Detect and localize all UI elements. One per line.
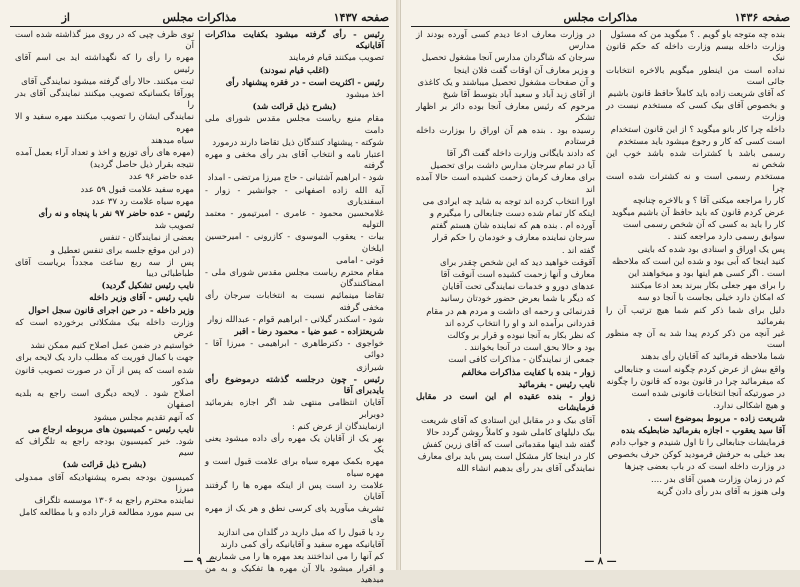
text-line: زوار - بنده عقیده ام این است در مقابل فرمایشات (416, 392, 595, 414)
text-line: تصویب میکنند قیام فرمایند (288, 53, 384, 64)
text-line: ثبت میکنند. حالا رأی گرفته میشود نمایندگی آقای (21, 76, 194, 87)
text-line: مهره بکمک مهره سیاه برای علامت قبول است و مهره سیاه (205, 457, 384, 479)
left-page (0, 0, 400, 586)
text-line: آقای بیک و در مقابل این استادی که آقای شریعت (421, 415, 595, 426)
right-page-number: صفحه ۱۴۳۶ (734, 10, 790, 24)
text-line: که دیگر با شما بعرض حضور خودتان رسانید (440, 294, 595, 305)
text-line: گفته اند . (561, 245, 595, 256)
text-line: رسیده بود . بنده هم آن اوراق را بوزارت داخله فرستادم (416, 125, 595, 147)
text-line: غیر آنچه من ذکر کردم پیدا شد به آن چه منظور است (606, 329, 785, 351)
text-line: که نظر بکار به آنجا نبوده و قرار بر وکالت (447, 331, 595, 342)
text-line: رئیس - اکثریت است - در فقره پیشنهاد رأی (225, 77, 384, 88)
text-line: بنده چه متوجه باو گویم . ؟ میگوید من که مسئول (610, 30, 785, 40)
text-line: (مهره های رأی توزیع و اخذ و تعداد آراء بعمل آمده (15, 148, 194, 159)
text-line: را برای مهر جعلی بکار ببرند بعد ادعا میکنند (630, 281, 785, 292)
text-line: کنید اینجا که آبی بود و شده این است که ملاحظه (611, 256, 785, 267)
text-line: مهره سفید علامت قبول ۵۹ عدد (80, 184, 194, 195)
text-line: خواجوی - دکترطاهری - ابراهیمی - میرزا آقا - دوائی (205, 339, 384, 361)
text-line: و آن صفحات مشغول تحصیل میباشند و یک کاغذی (417, 77, 595, 88)
text-line: آقوقت خواهید دید که این شخص چقدر برای (440, 257, 595, 268)
text-line: شود - ابراهیم آشتیانی - حاج میرزا مرتضی - امداد (207, 173, 384, 184)
left-page-columns (10, 30, 389, 586)
text-line: اینکه کار تمام شده دست جنابعالی را میگیرم و (429, 209, 595, 220)
text-line: کار را مراجعه میکنی آقا ؟ و بالاخره چنانچه (632, 195, 785, 206)
right-page-right-column (601, 30, 790, 554)
text-line: رئیس - عده حاضر ۹۷ نفر با پنجاه و نه رأی (38, 209, 194, 220)
text-line: که دادند بایگانی وزارت داخله گفت اگر آقا (446, 149, 595, 160)
text-line: ازنمایندگان از عرض کنم : (291, 421, 384, 432)
text-line: بی سیم مورد مطالعه قرار داده و با مطالعه کامل (19, 508, 194, 519)
text-line: نماینده محترم راجع به ۱۳۰۶ موسسه تلگراف (34, 495, 194, 506)
text-line: و اقرار میشود بالا آن مهره ها تفکیک و به من میدهید (205, 564, 384, 586)
text-line: مستخدم رسمی است و نه کشترات شده است چرا (606, 172, 785, 194)
text-line: رئیس - رأی گرفته میشود بکفایت مذاکرات آقایانیکه (205, 30, 384, 52)
text-line: آقایانیکه مهره سفید و آقایانیکه رأی کمی دارند (220, 539, 384, 550)
text-line: سیاه میدهند (151, 135, 194, 146)
text-line: کم آنها را می انداختند بعد مهره ها را می شماریم (209, 551, 384, 562)
text-line: برای معارف کرمان زحمت کشیده است حالا آمده اند (416, 173, 595, 195)
text-line: شود - اسکندر گیلانی - ابراهیم قوام - عبدالله زوار (207, 314, 384, 325)
right-page (400, 0, 800, 570)
text-line: که آنهم تقدیم مجلس میشود (93, 412, 194, 423)
text-line: کمیسیون بودجه بصره پیشنهادیکه آقای ممدولی میرزا (15, 472, 194, 494)
text-line: آقایان انتظامی منتهی شد اگر اجازه بفرمائید دوبرابر (205, 398, 384, 420)
text-line: در وزارت داخله است که در باب بعضی چیزها (624, 462, 785, 473)
text-line: (اغلب قیام نمودند) (259, 65, 330, 76)
text-line: داخله چرا کار بانو میگوید ؟ از این قانون استخدام (610, 124, 785, 135)
text-line: غلامحسین محمود - عامری - امیرتیمور - معتمد التولیه (205, 209, 384, 231)
text-line: نایب رئیس - کمیسیون های مربوطه ارجاع می (28, 424, 194, 435)
right-page-columns (411, 30, 790, 554)
text-line: قدرنمائی و رحمه ای داشت و مردم هم در مقام (426, 306, 595, 317)
text-line: مقام منیع ریاست مجلس مقدس شورای ملی دامت (205, 114, 384, 136)
text-line: مهره را رأی را که نگهداشته اید بی اسم آقای رئیس (15, 53, 194, 75)
text-line: خواستیم در ضمن عمل اصلاح کنیم ممکن نشد (30, 341, 194, 352)
text-line: و بخصوص آقای بیک کسی که مستخدم نیست در وزارت (606, 101, 785, 123)
text-line: رد یا قبول را که میل دارید در گلدان می اندازید (217, 527, 384, 538)
text-line: رسمی باشد با کشترات شده باشد خوب این شخص نه (606, 149, 785, 171)
text-line: علامت رد است پس از اینکه مهره ها را گرفتند آقایان (205, 480, 384, 502)
text-line: جمعی از نمایندگان - مذاکرات کافی است (448, 355, 595, 366)
text-line: نمایندگی آقای بدر رأی بدهیم انشاء الله (456, 464, 595, 475)
text-line: جهت با کمال فوریت که مطلب دارد یک لایحه برای (15, 353, 194, 364)
text-line: تشریف میآورید پای کرسی نطق و هر یک از مهره های (205, 504, 384, 526)
text-line: عده حاضر ۹۶ عدد (128, 172, 194, 183)
text-line: شیرازی (356, 362, 384, 373)
text-line: اخذ میشود (345, 90, 384, 101)
text-line: نمایندگی ایشان را تصویب میکنند مهره سفید و الا مهره (15, 112, 194, 134)
text-line: بیک دلیلهای کاملی شود و کاملاً روشن گردد حالا (426, 427, 595, 438)
text-line: که آقای شریعت زاده باید کاملاً حافظ قانون باشیم (607, 89, 785, 100)
text-line: آیة الله زاده اصفهانی - جوانشیر - زوار - اسفندیاری (205, 185, 384, 207)
text-line: شده است که پس از آن در صورت تصویب قانون مذکور (15, 365, 194, 387)
text-line: عرض کردم قانون که باید حافظ آن باشیم میگوید (611, 208, 785, 219)
text-line: مرحوم که رئیس معارف آنجا بوده دائر بر اظهار تشکر (416, 102, 595, 124)
left-page-header (10, 8, 389, 27)
text-line: آیا در تمام سرجان مدارس داشت برای تحصیل (430, 161, 595, 172)
text-line: بعد خیلی به حرفش فرمودید کوکن حرف بخصوص (607, 450, 785, 461)
left-page-left-column (10, 30, 200, 554)
right-page-title: مذاکرات مجلس (563, 10, 638, 24)
text-line: کم در زمان وزارت همین آقای بدر .... (651, 474, 785, 485)
text-line: و وزیر معارف آن اوقات گفت فلان اینجا (453, 65, 595, 76)
text-line: وزیر داخله - در حین اجرای قانون سجل احوال (28, 305, 194, 316)
text-line: بهر یک از آقایان یک مهره رأی داده میشود یعنی یک (205, 433, 384, 456)
left-page-number: صفحه ۱۴۳۷ (333, 10, 389, 24)
text-line: وزارت داخله بیسم وزارت داخله که حکم قانون نیک (606, 42, 785, 64)
text-line: سوابق رسمی دارد مراجعه کنند . (667, 232, 785, 243)
text-line: تقاضا مینمائیم نسبت به انتخابات سرجان رأی مخفی گرفته (205, 291, 384, 313)
text-line: آقا سید یعقوب - اجازه بفرمائید ضابطیکه بنده (621, 425, 785, 436)
text-line: سرجان نماینده معارف و خودمان را حکم قرار (432, 233, 595, 244)
text-line: ولی هنوز به آقای بدر رأی دادن گریه (656, 486, 785, 497)
text-line: توی ظرف چپی که در روی میز گذاشته شده است آن (15, 30, 194, 52)
text-line: که امکان دارد خیلی بجاست با آنجا دو سه (637, 293, 785, 304)
text-line: در صورتیکه آنجا انتخابات قانونی شده است (631, 389, 785, 400)
text-line: نداده است من اینطور میگویم بالاخره انتخابات جائی است (606, 65, 785, 87)
left-page-right-column (200, 30, 389, 586)
left-page-side-label: از (61, 10, 70, 24)
text-line: که میفرمائید چرا در قانون بوده که قانون را چگونه (606, 376, 785, 387)
text-line: شما ملاحظه فرمائید که آقایان رأی بدهند (640, 352, 785, 363)
text-line: و هیچ اشکالی ندارد. (713, 401, 785, 412)
text-line: اورا انتخاب کرده اند توجه به شاید چه ایرادی می (422, 196, 595, 207)
text-line: کار را باید به کسی که آن شخص رسمی است (623, 220, 785, 231)
text-line: سرجان که شاگردان مدارس آنجا مشغول تحصیل (421, 53, 595, 64)
text-line: کار در اینجا کار مشکل است پس باید برای معارف (417, 452, 595, 463)
text-line: فرمایشات جنابعالی را تا اول شنیدم و جواب دادم (610, 437, 785, 448)
text-line: اعتبار نامه و انتخاب آقای بدر رأی مخفی و مهره گرفته (205, 150, 384, 172)
text-line: است . اگر کسی هم اینها بود و میخواهند این (627, 269, 785, 280)
text-line: مقام محترم ریاست مجلس مقدس شورای ملی - امضاکنندگان (205, 268, 384, 290)
text-line: بیات - یعقوب الموسوی - کازرونی - امیرحسین ایلخان (205, 232, 384, 254)
text-line: نایب رئیس - آقای وزیر داخله (89, 293, 194, 304)
text-line: معارف و آنها زحمت کشیده است آنوقت آقا (440, 270, 595, 281)
text-line: پورآقا بکسانیکه تصویب میکنند نمایندگی آقای بدر را (15, 89, 194, 111)
text-line: زوار - بنده با کفایت مذاکرات مخالفم (461, 367, 595, 378)
text-line: شریعت زاده - مربوط بموضوع است . (647, 413, 785, 424)
text-line: اصلاح شود . لایحه دیگری است راجع به بلدیه اصفهان (15, 389, 194, 411)
text-line: پس یک اوراق و اسنادی بود شده که باینی (637, 244, 785, 255)
text-line: نتیجه بقرار ذیل حاصل گردید) (89, 160, 194, 171)
text-line: قوتی - امامی (336, 255, 384, 266)
text-line: شود. خبر کمیسیون بودجه راجع به تلگراف که سیم (15, 436, 194, 459)
text-line: تصویب شد (154, 221, 194, 232)
text-line: آورده ام . بنده هم که نماینده شان هستم گفتم (430, 221, 595, 232)
text-line: بود و حالا بحق است در آنجا بخوانند . (464, 343, 595, 354)
text-line: (در این موقع جلسه برای تنفس تعطیل و (50, 245, 194, 256)
text-line: عدهای دورو و خدمات نمایندگی تحت آقایان (441, 282, 595, 293)
text-line: نایب رئیس - بفرمائید (518, 379, 595, 390)
text-line: است کسی که کار و رجوع میشود باید مستخدم (618, 136, 785, 147)
text-line: قدردانی برآمده اند و او را انتخاب کرده اند (444, 318, 595, 329)
text-line: رئیس - چون درجلسه گذشته درموضوع رأی بایدبرای آقا (205, 374, 384, 397)
text-line: شریعتزاده - عمو ضیا - محمود رضا - اقبر (234, 327, 384, 338)
text-line: پس از سه ربع ساعت مجدداً بریاست آقای طباطبائی دیبا (15, 257, 194, 280)
text-line: وزارت داخله بیک مشکلاتی برخورده است که عرض (15, 317, 194, 340)
text-line: مهره سیاه علامت رد ۳۷ عدد (91, 196, 194, 207)
text-line: در وزارت معارف ادعا دیدم کسی آورده بودند از مدارس (416, 30, 595, 52)
text-line: شوکته - پیشنهاد کنندگان ذیل تقاضا دارند درمورد (212, 137, 384, 148)
right-page-left-column (411, 30, 601, 554)
left-page-footer: — ۹ — (183, 556, 216, 567)
text-line: (بشرح ذیل قرائت شد) (252, 102, 337, 113)
right-page-header (411, 8, 790, 27)
text-line: گفته شد اینها مقدماتی است که آقای زرین کفش (422, 439, 595, 450)
text-line: از آقای زید آباد و سعید آباد بتوسط آقا شیخ (442, 90, 595, 101)
left-page-title: مذاکرات مجلس (162, 10, 237, 24)
text-line: بعضی از نمایندگان - تنفس (99, 233, 194, 244)
text-line: دلیل برای شما ذکر کنم شما هیچ ترتیب آن را بفرمائید (606, 305, 785, 327)
text-line: نایب رئیس تشکیل گردید) (101, 281, 194, 292)
right-page-footer: — ۸ — (584, 556, 617, 567)
text-line: (بشرح ذیل قرائت شد) (62, 460, 147, 471)
text-line: واقع بیش از عرض کردم چگونه است و جنابعالی (614, 364, 785, 375)
